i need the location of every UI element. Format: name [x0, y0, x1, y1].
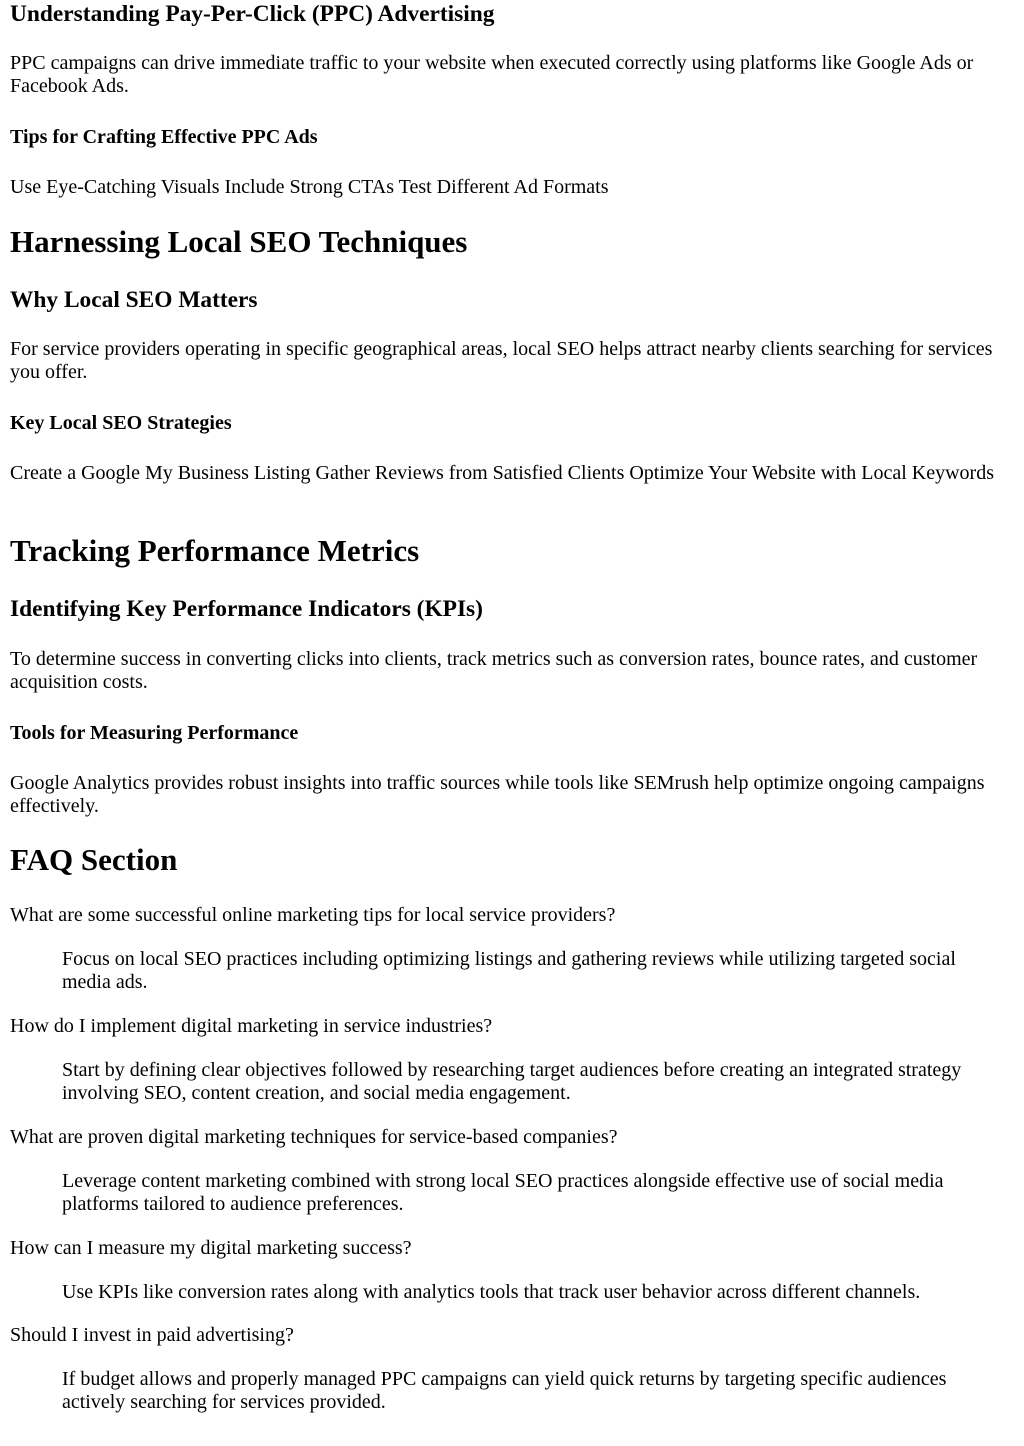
- faq-answer: If budget allows and properly managed PPC campaigns can yield quick returns by targeting specific audiences actively searching for services provided.: [62, 1368, 947, 1413]
- faq-answer: Focus on local SEO practices including optimizing listings and gathering reviews while utilizing targeted social media ads.: [62, 948, 956, 993]
- faq-question: How do I implement digital marketing in service industries?: [10, 1015, 493, 1037]
- local-seo-strategies-heading: Key Local SEO Strategies: [10, 412, 232, 434]
- local-seo-section-title: Harnessing Local SEO Techniques: [10, 224, 468, 259]
- faq-question: How can I measure my digital marketing success?: [10, 1237, 412, 1259]
- local-seo-why-heading: Why Local SEO Matters: [10, 287, 258, 313]
- ppc-tips-heading: Tips for Crafting Effective PPC Ads: [10, 126, 318, 148]
- faq-section-title: FAQ Section: [10, 842, 178, 877]
- local-seo-why-text: For service providers operating in specific geographical areas, local SEO helps attract nearby clients searching for services you offer.: [10, 338, 993, 383]
- faq-question: What are proven digital marketing techniques for service-based companies?: [10, 1126, 618, 1148]
- ppc-intro-paragraph: PPC campaigns can drive immediate traffic to your website when executed correctly using platforms like Google Ads or Facebook Ads.: [10, 52, 974, 97]
- local-seo-strategies-text: Create a Google My Business Listing Gather Reviews from Satisfied Clients Optimize Your Website with Local Keywords: [10, 462, 994, 484]
- ppc-section-title: Understanding Pay-Per-Click (PPC) Advertising: [10, 1, 495, 27]
- faq-answer: Start by defining clear objectives followed by researching target audiences before creating an integrated strategy involving SEO, content creation, and social media engagement.: [62, 1059, 962, 1104]
- faq-answer: Use KPIs like conversion rates along with analytics tools that track user behavior across different channels.: [62, 1281, 921, 1303]
- metrics-kpi-heading: Identifying Key Performance Indicators (KPIs): [10, 596, 483, 622]
- faq-answer: Leverage content marketing combined with strong local SEO practices alongside effective use of social media platforms tailored to audience preferences.: [62, 1170, 944, 1215]
- ppc-tips-text: Use Eye-Catching Visuals Include Strong CTAs Test Different Ad Formats: [10, 176, 609, 198]
- faq-question: What are some successful online marketing tips for local service providers?: [10, 904, 616, 926]
- metrics-tools-heading: Tools for Measuring Performance: [10, 722, 299, 744]
- faq-question: Should I invest in paid advertising?: [10, 1324, 294, 1346]
- metrics-kpi-text: To determine success in converting clicks into clients, track metrics such as conversion rates, bounce rates, and customer acquisition costs.: [10, 648, 978, 693]
- metrics-tools-text: Google Analytics provides robust insights into traffic sources while tools like SEMrush help optimize ongoing campaigns effectively.: [10, 772, 985, 817]
- metrics-section-title: Tracking Performance Metrics: [10, 533, 420, 568]
